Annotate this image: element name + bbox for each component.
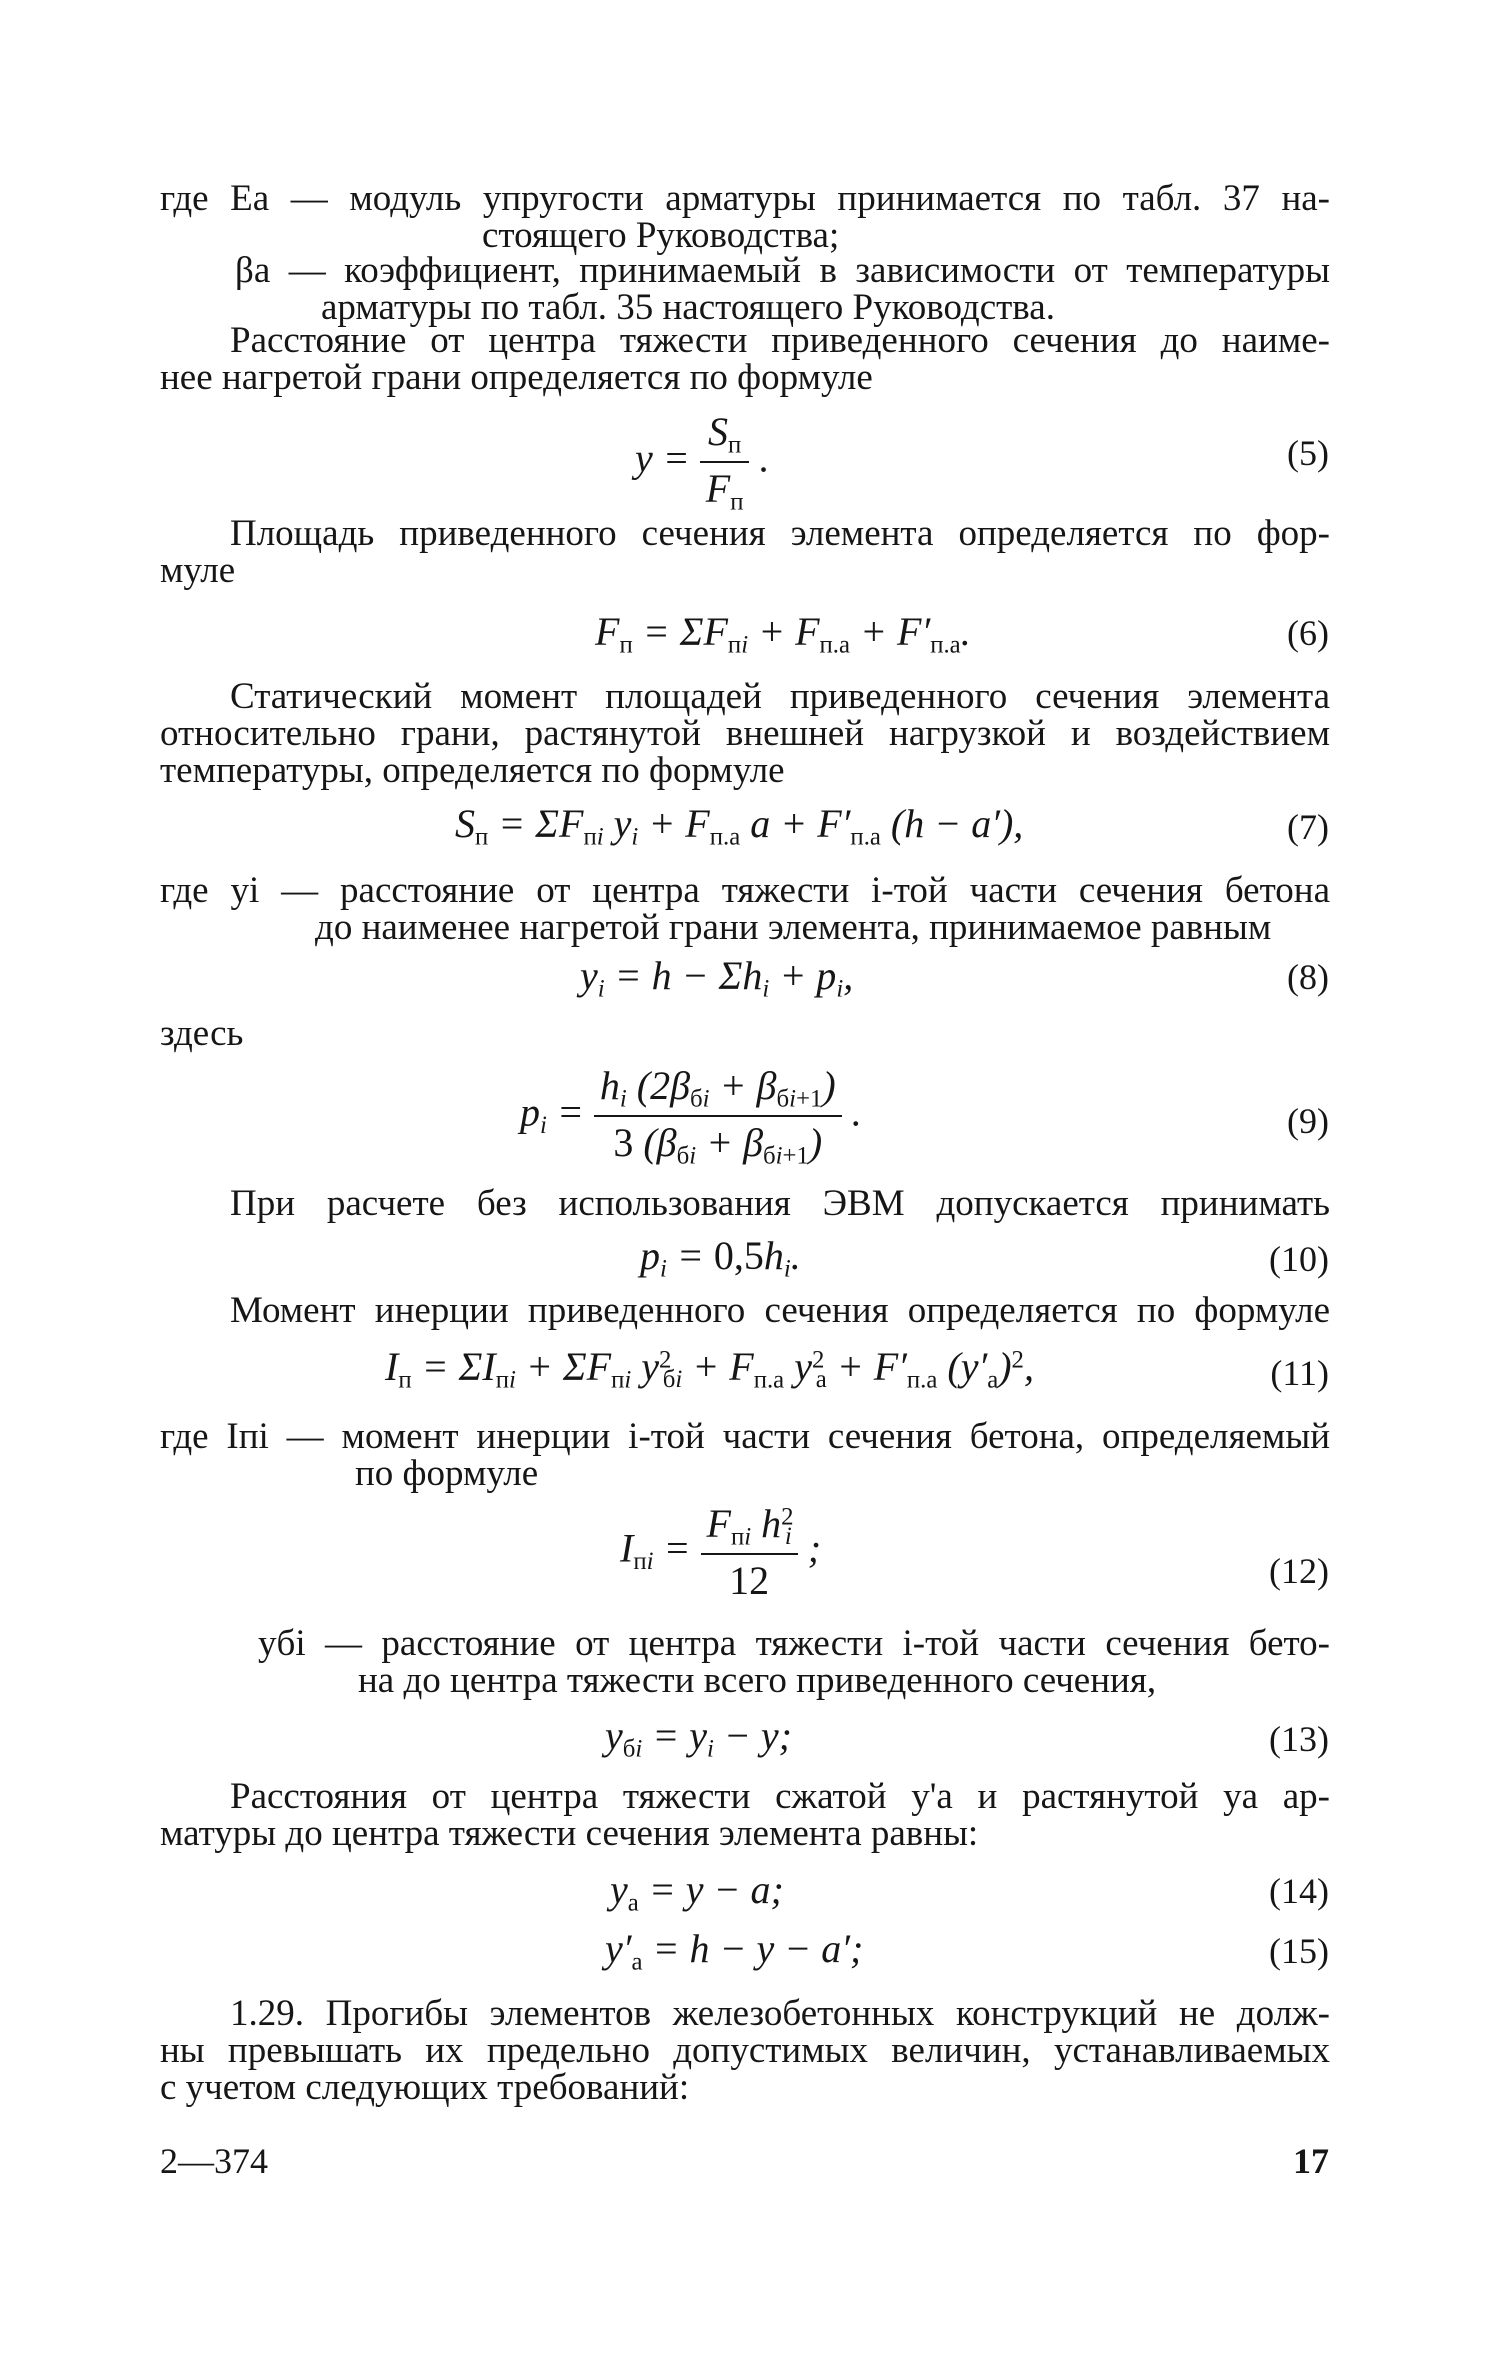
equation-number-7: (7) [1287, 807, 1329, 847]
text-line: до наименее нагретой грани элемента, принимаемое равным [315, 907, 1272, 948]
formula-8: $y_i = h - \Sigma h_i + p_i$, [580, 953, 854, 1003]
signature-mark: 2—374 [160, 2141, 268, 2181]
text-line: нее нагретой грани определяется по формуле [160, 357, 873, 398]
text-line: на до центра тяжести всего приведенного сечения, [358, 1660, 1157, 1701]
text-line: Расстояние от центра тяжести приведенного сечения до наиме- [230, 320, 1330, 361]
text-line: матуры до центра тяжести сечения элемента равны: [160, 1813, 979, 1854]
equation-number-6: (6) [1287, 613, 1329, 653]
paragraph-here [160, 1015, 560, 1052]
paragraph-1-29 [160, 1995, 1330, 2106]
text-line: по формуле [355, 1453, 539, 1494]
equation-number-5: (5) [1287, 433, 1329, 473]
text-line: где Eа — модуль упругости арматуры принимается по табл. 37 на- [160, 178, 1330, 219]
equation-number-13: (13) [1269, 1719, 1329, 1759]
definition-ea [160, 180, 1330, 254]
page-number: 17 [1293, 2141, 1329, 2181]
definition-ipi [160, 1418, 1330, 1492]
paragraph-area [160, 515, 1330, 589]
text-line: 1.29. Прогибы элементов железобетонных конструкций не долж- [230, 1993, 1330, 2034]
text-line: При расчете без использования ЭВМ допускается принимать [230, 1183, 1330, 1224]
formula-15: $y'_а = h - y - a'$; [605, 1926, 864, 1976]
text-line: здесь [160, 1013, 244, 1054]
equation-number-8: (8) [1287, 957, 1329, 997]
text-line: где Iпi — момент инерции i-той части сечения бетона, определяемый [160, 1416, 1330, 1457]
text-line: ны превышать их предельно допустимых величин, устанавливаемых [160, 2030, 1330, 2071]
paragraph-reinforcement-distances [160, 1778, 1330, 1852]
text-line: арматуры по табл. 35 настоящего Руководства. [321, 287, 1055, 328]
formula-12: $I_{пi}$ = $\frac{F_{пi} h^2_i}{12}$ ; [620, 1501, 822, 1604]
paragraph-static-moment [160, 678, 1330, 789]
fraction: $\frac{F_{пi} h^2_i}{12}$ [701, 1500, 798, 1604]
formula-5: y = $\frac{S_п}{F_п}$ . [635, 409, 770, 516]
formula-7: $S_п = \Sigma F_{пi}$ $y_i + F_{п.а}$ $a + F'_{п.а}$ (h − a′), [455, 801, 1024, 851]
equation-number-15: (15) [1269, 1931, 1329, 1971]
text-line: Расстояния от центра тяжести сжатой y'а и растянутой yа ар- [230, 1776, 1330, 1817]
text-line: Площадь приведенного сечения элемента определяется по фор- [230, 513, 1330, 554]
text-line: yбi — расстояние от центра тяжести i-той части сечения бето- [258, 1623, 1330, 1664]
text-line: Момент инерции приведенного сечения определяется по формуле [230, 1290, 1330, 1331]
formula-10: $p_i = 0,5h_i$. [640, 1233, 801, 1283]
formula-14: $y_а = y - a$; [610, 1867, 784, 1917]
paragraph-moment-inertia [160, 1292, 1330, 1329]
formula-6: $F_п = \Sigma F_{пi} + F_{п.а} + F'_{п.а}$. [595, 609, 971, 659]
definition-yi [160, 872, 1330, 946]
formula-13: $y_{бi} = y_i - y$; [605, 1713, 792, 1763]
text-line: стоящего Руководства; [482, 215, 840, 256]
text-line: муле [160, 550, 236, 591]
text-line: температуры, определяется по формуле [160, 750, 785, 791]
equation-number-14: (14) [1269, 1871, 1329, 1911]
formula-9: $p_i$ = $\frac{h_i (2\beta_{бi} + \beta_{бi+1})}{3 (\beta_{бi} + \beta_{бi+1})}$ . [520, 1063, 862, 1170]
text-line: Статический момент площадей приведенного сечения элемента [230, 676, 1330, 717]
text-line: где yi — расстояние от центра тяжести i-той части сечения бетона [160, 870, 1330, 911]
paragraph-distance [160, 322, 1330, 396]
text-line: с учетом следующих требований: [160, 2067, 690, 2108]
formula-11: $I_п = \Sigma I_{пi} + \Sigma F_{пi}$ $y^2_{бi} + F_{п.а}$ $y^2_а + F'_{п.а}$ $(y'_а)^2$, [385, 1344, 1034, 1394]
definition-beta-a [235, 252, 1330, 326]
text-line: относительно грани, растянутой внешней нагрузкой и воздействием [160, 713, 1330, 754]
text-line: βа — коэффициент, принимаемый в зависимости от температуры [235, 250, 1330, 291]
fraction: $\frac{h_i (2\beta_{бi} + \beta_{бi+1})}{3 (\beta_{бi} + \beta_{бi+1})}$ [594, 1062, 842, 1171]
paragraph-without-computer [160, 1185, 1330, 1222]
definition-ybi [258, 1625, 1330, 1699]
equation-number-12: (12) [1269, 1551, 1329, 1591]
fraction: $\frac{S_п}{F_п}$ [700, 408, 750, 517]
equation-number-11: (11) [1270, 1353, 1329, 1393]
equation-number-10: (10) [1269, 1239, 1329, 1279]
equation-number-9: (9) [1287, 1101, 1329, 1141]
